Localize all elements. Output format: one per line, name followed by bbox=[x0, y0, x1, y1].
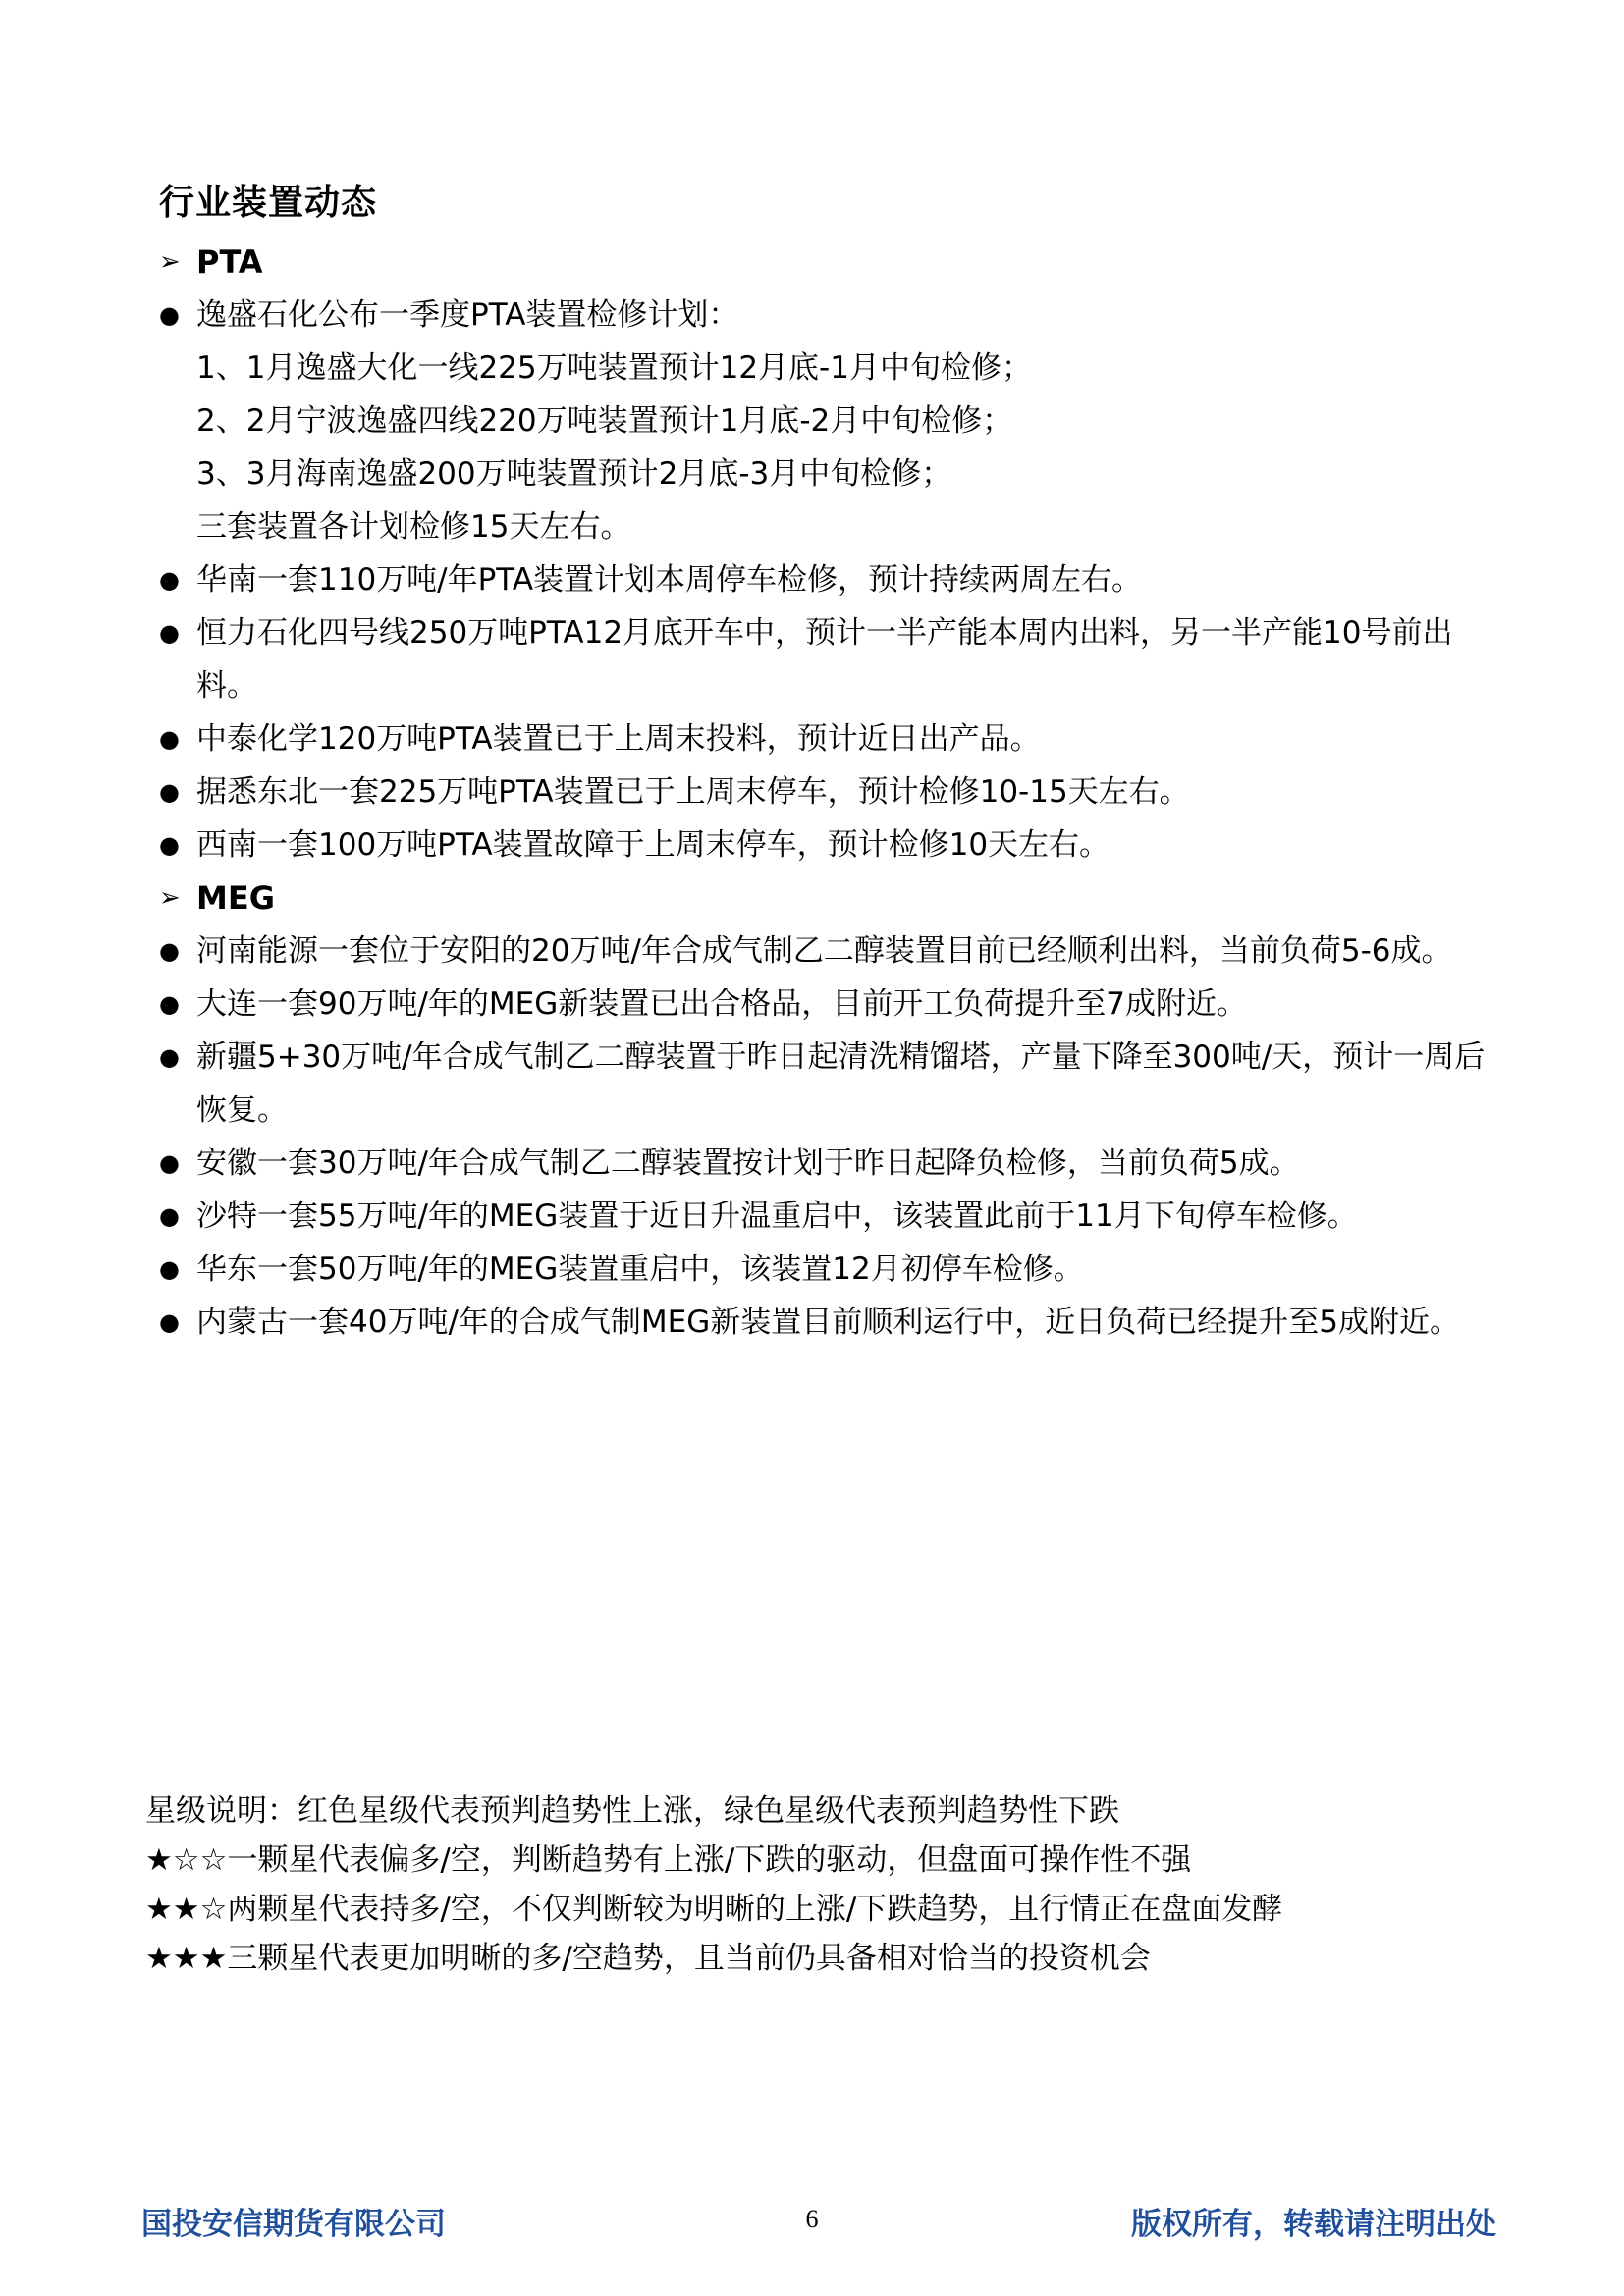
list-item-text: 华东一套50万吨/年的MEG装置重启中，该装置12月初停车检修。 bbox=[196, 1252, 1084, 1287]
list-item-text: 中泰化学120万吨PTA装置已于上周末投料，预计近日出产品。 bbox=[196, 721, 1041, 757]
list-item-text: 河南能源一套位于安阳的20万吨/年合成气制乙二醇装置目前已经顺利出料，当前负荷5-6成。 bbox=[196, 934, 1452, 969]
star-rating-icon: ★★☆ bbox=[145, 1892, 228, 1927]
list-item-text: 大连一套90万吨/年的MEG新装置已出合格品，目前开工负荷提升至7成附近。 bbox=[196, 987, 1247, 1022]
list-item bbox=[159, 1190, 1494, 1243]
pta-heading-label: PTA bbox=[196, 243, 263, 281]
legend-text: 一颗星代表偏多/空，判断趋势有上涨/下跌的驱动，但盘面可操作性不强 bbox=[227, 1842, 1192, 1878]
footer-company: 国投安信期货有限公司 bbox=[141, 2207, 446, 2242]
list-item bbox=[159, 1243, 1494, 1296]
list-item-text: 恒力石化四号线250万吨PTA12月底开车中，预计一半产能本周内出料，另一半产能10号前出料。 bbox=[196, 615, 1453, 704]
list-item-text: 安徽一套30万吨/年合成气制乙二醇装置按计划于昨日起降负检修，当前负荷5成。 bbox=[196, 1146, 1300, 1181]
arrow-bullet-icon: ➢ bbox=[159, 247, 181, 277]
legend-row bbox=[145, 1885, 1282, 1934]
arrow-bullet-icon: ➢ bbox=[159, 883, 181, 913]
sub-line: 3、3月海南逸盛200万吨装置预计2月底-3月中旬检修； bbox=[196, 456, 952, 492]
list-item-text: 内蒙古一套40万吨/年的合成气制MEG新装置目前顺利运行中，近日负荷已经提升至5成附近。 bbox=[196, 1305, 1460, 1340]
meg-heading bbox=[159, 872, 1494, 925]
footer-copyright: 版权所有，转载请注明出处 bbox=[1131, 2207, 1496, 2242]
list-item-text: 新疆5+30万吨/年合成气制乙二醇装置于昨日起清洗精馏塔，产量下降至300吨/天，预计一周后恢复。 bbox=[196, 1040, 1486, 1128]
legend-text: 两颗星代表持多/空，不仅判断较为明晰的上涨/下跌趋势，且行情正在盘面发酵 bbox=[227, 1892, 1283, 1927]
list-item bbox=[159, 1296, 1494, 1349]
sub-line: 1、1月逸盛大化一线225万吨装置预计12月底-1月中旬检修； bbox=[196, 350, 1032, 386]
legend-intro: 星级说明：红色星级代表预判趋势性上涨，绿色星级代表预判趋势性下跌 bbox=[145, 1793, 1119, 1829]
list-item bbox=[159, 766, 1494, 819]
page-title: 行业装置动态 bbox=[159, 183, 378, 223]
list-item bbox=[159, 1137, 1494, 1190]
list-item bbox=[159, 978, 1494, 1031]
list-item-text: 沙特一套55万吨/年的MEG装置于近日升温重启中，该装置此前于11月下旬停车检修。 bbox=[196, 1199, 1358, 1234]
meg-heading-label: MEG bbox=[196, 880, 275, 917]
list-item bbox=[159, 289, 1494, 342]
bullet-icon bbox=[159, 607, 196, 713]
bullet-icon bbox=[159, 978, 196, 1031]
content bbox=[159, 236, 1494, 1349]
sub-line: 2、2月宁波逸盛四线220万吨装置预计1月底-2月中旬检修； bbox=[196, 403, 1013, 439]
bullet-icon bbox=[159, 1190, 196, 1243]
list-item-text: 华南一套110万吨/年PTA装置计划本周停车检修，预计持续两周左右。 bbox=[196, 562, 1143, 598]
list-item bbox=[159, 819, 1494, 872]
sub-line: 三套装置各计划检修15天左右。 bbox=[196, 509, 631, 545]
list-item bbox=[159, 713, 1494, 766]
bullet-icon bbox=[159, 289, 196, 342]
legend-row bbox=[145, 1934, 1282, 1983]
bullet-icon bbox=[159, 713, 196, 766]
legend-row bbox=[145, 1836, 1282, 1885]
list-item bbox=[159, 607, 1494, 713]
list-item-text: 逸盛石化公布一季度PTA装置检修计划： bbox=[196, 297, 739, 333]
bullet-icon bbox=[159, 819, 196, 872]
pta-heading bbox=[159, 236, 1494, 289]
list-item-text: 据悉东北一套225万吨PTA装置已于上周末停车，预计检修10-15天左右。 bbox=[196, 774, 1190, 810]
legend-text: 三颗星代表更加明晰的多/空趋势，且当前仍具备相对恰当的投资机会 bbox=[227, 1941, 1151, 1976]
list-item bbox=[159, 554, 1494, 607]
list-item-text: 西南一套100万吨PTA装置故障于上周末停车，预计检修10天左右。 bbox=[196, 828, 1110, 863]
bullet-icon bbox=[159, 1243, 196, 1296]
list-item bbox=[159, 1031, 1494, 1137]
bullet-icon bbox=[159, 1137, 196, 1190]
bullet-icon bbox=[159, 554, 196, 607]
bullet-icon bbox=[159, 1296, 196, 1349]
bullet-icon bbox=[159, 925, 196, 978]
bullet-icon bbox=[159, 1031, 196, 1137]
list-item bbox=[159, 925, 1494, 978]
star-rating-icon: ★★★ bbox=[145, 1941, 228, 1976]
star-rating-icon: ★☆☆ bbox=[145, 1842, 228, 1878]
star-legend bbox=[145, 1787, 1282, 1983]
page-number: 6 bbox=[805, 2205, 819, 2233]
bullet-icon bbox=[159, 766, 196, 819]
